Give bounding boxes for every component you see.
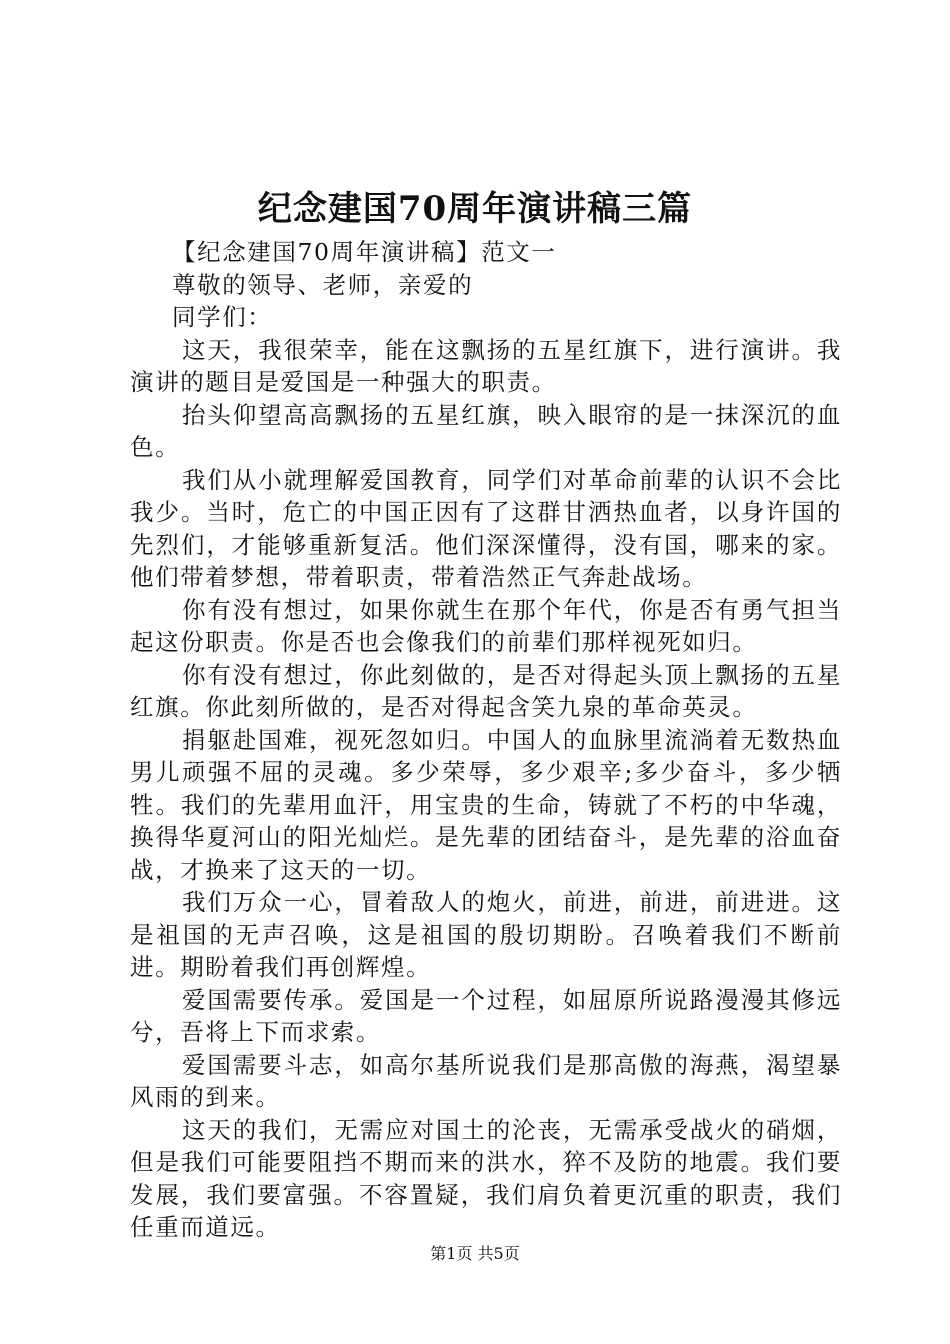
paragraph: 我们从小就理解爱国教育，同学们对革命前辈的认识不会比我少。当时，危亡的中国正因有了这群甘洒热血者，以身许国的先烈们，才能够重新复活。他们深深懂得，没有国，哪来的家。他们带着梦想，带着职责，带着浩然正气奔赴战场。 [130, 465, 842, 591]
paragraph: 我们万众一心，冒着敌人的炮火，前进，前进，前进进。这是祖国的无声召唤，这是祖国的殷切期盼。召唤着我们不断前进。期盼着我们再创辉煌。 [130, 888, 842, 981]
subtitle-line: 【纪念建国70周年演讲稿】范文一 [172, 238, 557, 266]
paragraph: 这天，我很荣幸，能在这飘扬的五星红旗下，进行演讲。我演讲的题目是爱国是一种强大的职责。 [130, 335, 842, 396]
paragraph: 爱国需要传承。爱国是一个过程，如屈原所说路漫漫其修远兮，吾将上下而求索。 [130, 985, 842, 1046]
salutation-line: 同学们： [172, 303, 273, 331]
paragraph: 爱国需要斗志，如高尔基所说我们是那高傲的海燕，渴望暴风雨的到来。 [130, 1050, 842, 1111]
paragraph: 这天的我们，无需应对国土的沦丧，无需承受战火的硝烟，但是我们可能要阻挡不期而来的洪水，猝不及防的地震。我们要发展，我们要富强。不容置疑，我们肩负着更沉重的职责，我们任重而道远。 [130, 1115, 842, 1241]
paragraph: 你有没有想过，你此刻做的，是否对得起头顶上飘扬的五星红旗。你此刻所做的，是否对得起含笑九泉的革命英灵。 [130, 660, 842, 721]
page-number-footer: 第1页 共5页 [430, 1244, 520, 1263]
document-body [130, 236, 842, 1244]
document-title: 纪念建国70周年演讲稿三篇 [257, 189, 693, 229]
salutation-line: 尊敬的领导、老师，亲爱的 [172, 270, 474, 299]
paragraph: 抬头仰望高高飘扬的五星红旗，映入眼帘的是一抹深沉的血色。 [130, 400, 842, 461]
paragraph: 捐躯赴国难，视死忽如归。中国人的血脉里流淌着无数热血男儿顽强不屈的灵魂。多少荣辱，多少艰辛;多少奋斗，多少牺牲。我们的先辈用血汗，用宝贵的生命，铸就了不朽的中华魂，换得华夏河山的阳光灿烂。是先辈的团结奋斗，是先辈的浴血奋战，才换来了这天的一切。 [130, 725, 842, 884]
paragraph: 你有没有想过，如果你就生在那个年代，你是否有勇气担当起这份职责。你是否也会像我们的前辈们那样视死如归。 [130, 595, 842, 656]
